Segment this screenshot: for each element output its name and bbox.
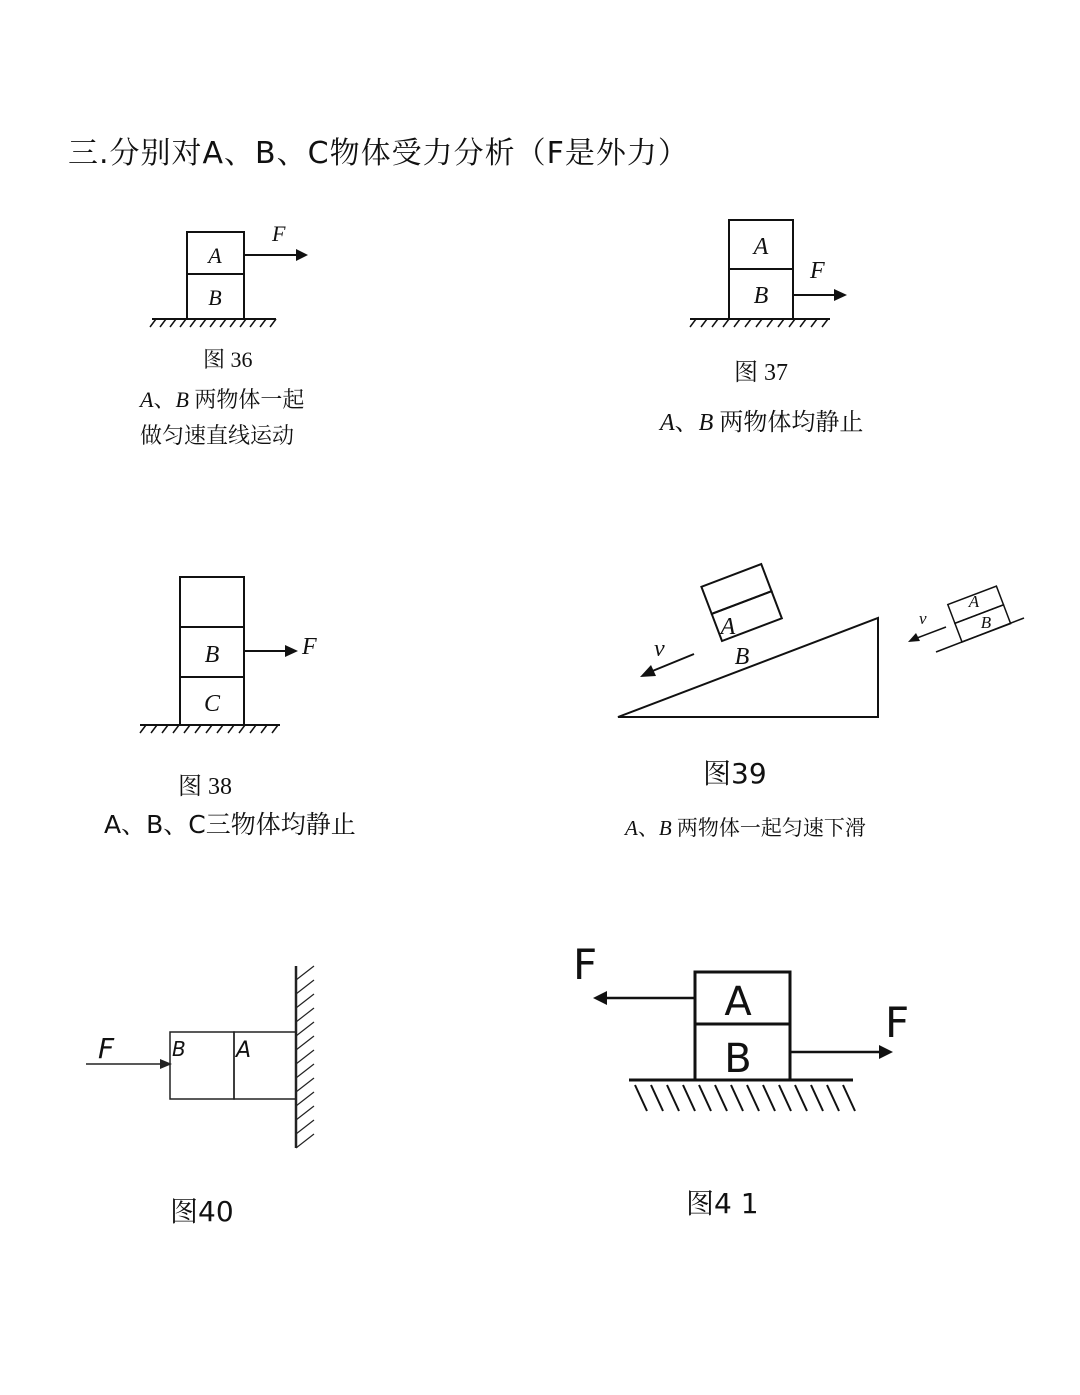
block-b-label: B	[724, 1036, 752, 1082]
inset-blocks	[948, 586, 1011, 642]
block-a	[180, 577, 244, 627]
block-c-label: C	[203, 691, 221, 717]
block-b-label: B	[172, 1037, 186, 1061]
force-label: F	[302, 634, 317, 660]
force-left-label: F	[573, 940, 598, 989]
ground-hatch	[150, 319, 276, 327]
ground-hatch	[690, 319, 828, 327]
figure-36-description-line2: 做匀速直线运动	[140, 423, 295, 448]
desc-sep: 、	[674, 410, 699, 436]
block-b-label: B	[204, 642, 220, 668]
inset-velocity-label: v	[919, 609, 927, 628]
desc-a: A	[660, 410, 675, 436]
block-a-label: A	[724, 979, 752, 1025]
inset	[908, 586, 1024, 652]
figure-39-caption: 图39	[703, 757, 767, 790]
force-arrowhead	[296, 249, 308, 261]
ground-hatch	[140, 725, 278, 733]
desc-sep: 、	[153, 387, 176, 412]
block-a-label: A	[208, 243, 222, 268]
force-right-arrowhead	[879, 1045, 893, 1059]
desc-rest: 两物体一起	[188, 387, 305, 412]
figure-36-diagram	[140, 215, 340, 335]
figure-36	[140, 215, 340, 335]
desc-b: B	[175, 387, 189, 412]
desc-sep: 、	[637, 816, 659, 840]
block-b-label: B	[208, 285, 222, 310]
figure-41-diagram	[565, 935, 935, 1135]
figure-37-description	[660, 402, 863, 437]
force-arrowhead	[834, 289, 847, 301]
figure-39-description	[625, 812, 866, 842]
desc-a: A	[140, 387, 154, 412]
figure-38-diagram	[130, 570, 350, 750]
block-b-label: B	[734, 644, 750, 670]
desc-rest: 两物体均静止	[713, 410, 864, 436]
figure-41-caption: 图4 1	[686, 1187, 759, 1220]
force-label: F	[272, 221, 286, 246]
force-left-arrowhead	[593, 991, 607, 1005]
page-title: 三.分别对A、B、C物体受力分析（F是外力）	[68, 136, 689, 171]
figure-39	[610, 570, 1040, 730]
figure-41	[565, 935, 935, 1135]
block-a-label: A	[236, 1038, 252, 1063]
block-b-label: B	[753, 283, 769, 309]
figure-37-diagram	[680, 210, 880, 340]
block-a-label: A	[720, 614, 736, 640]
force-label: F	[810, 258, 825, 284]
desc-a: A	[625, 816, 638, 840]
figure-38-caption: 图 38	[178, 774, 232, 800]
figure-36-description-line1	[140, 383, 304, 414]
force-right-label: F	[885, 998, 910, 1047]
figure-36-caption: 图 36	[203, 347, 253, 372]
figure-38	[130, 570, 350, 750]
figure-40	[80, 960, 340, 1160]
inset-velocity-arrow	[917, 627, 946, 638]
block-a	[701, 564, 771, 614]
inset-block-b-label: B	[980, 613, 992, 632]
figure-40-diagram	[80, 960, 340, 1160]
wall-hatch	[296, 966, 314, 1148]
inset-velocity-arrowhead	[908, 633, 920, 642]
desc-b: B	[698, 410, 714, 436]
figure-40-caption: 图40	[170, 1195, 234, 1228]
desc-rest: 两物体一起匀速下滑	[671, 816, 866, 840]
figure-37-caption: 图 37	[734, 360, 788, 386]
figure-37	[680, 210, 880, 340]
velocity-label: v	[654, 636, 665, 662]
figure-38-description: A、B、C三物体均静止	[104, 810, 356, 839]
ground-hatch	[635, 1085, 855, 1111]
figure-39-diagram	[610, 570, 1040, 730]
sliding-blocks	[701, 564, 781, 641]
desc-b: B	[658, 816, 672, 840]
velocity-arrowhead	[640, 665, 656, 677]
force-arrowhead	[285, 645, 298, 657]
inset-block-a-label: A	[968, 592, 980, 611]
force-label: F	[98, 1032, 115, 1065]
block-a-label: A	[753, 234, 769, 260]
